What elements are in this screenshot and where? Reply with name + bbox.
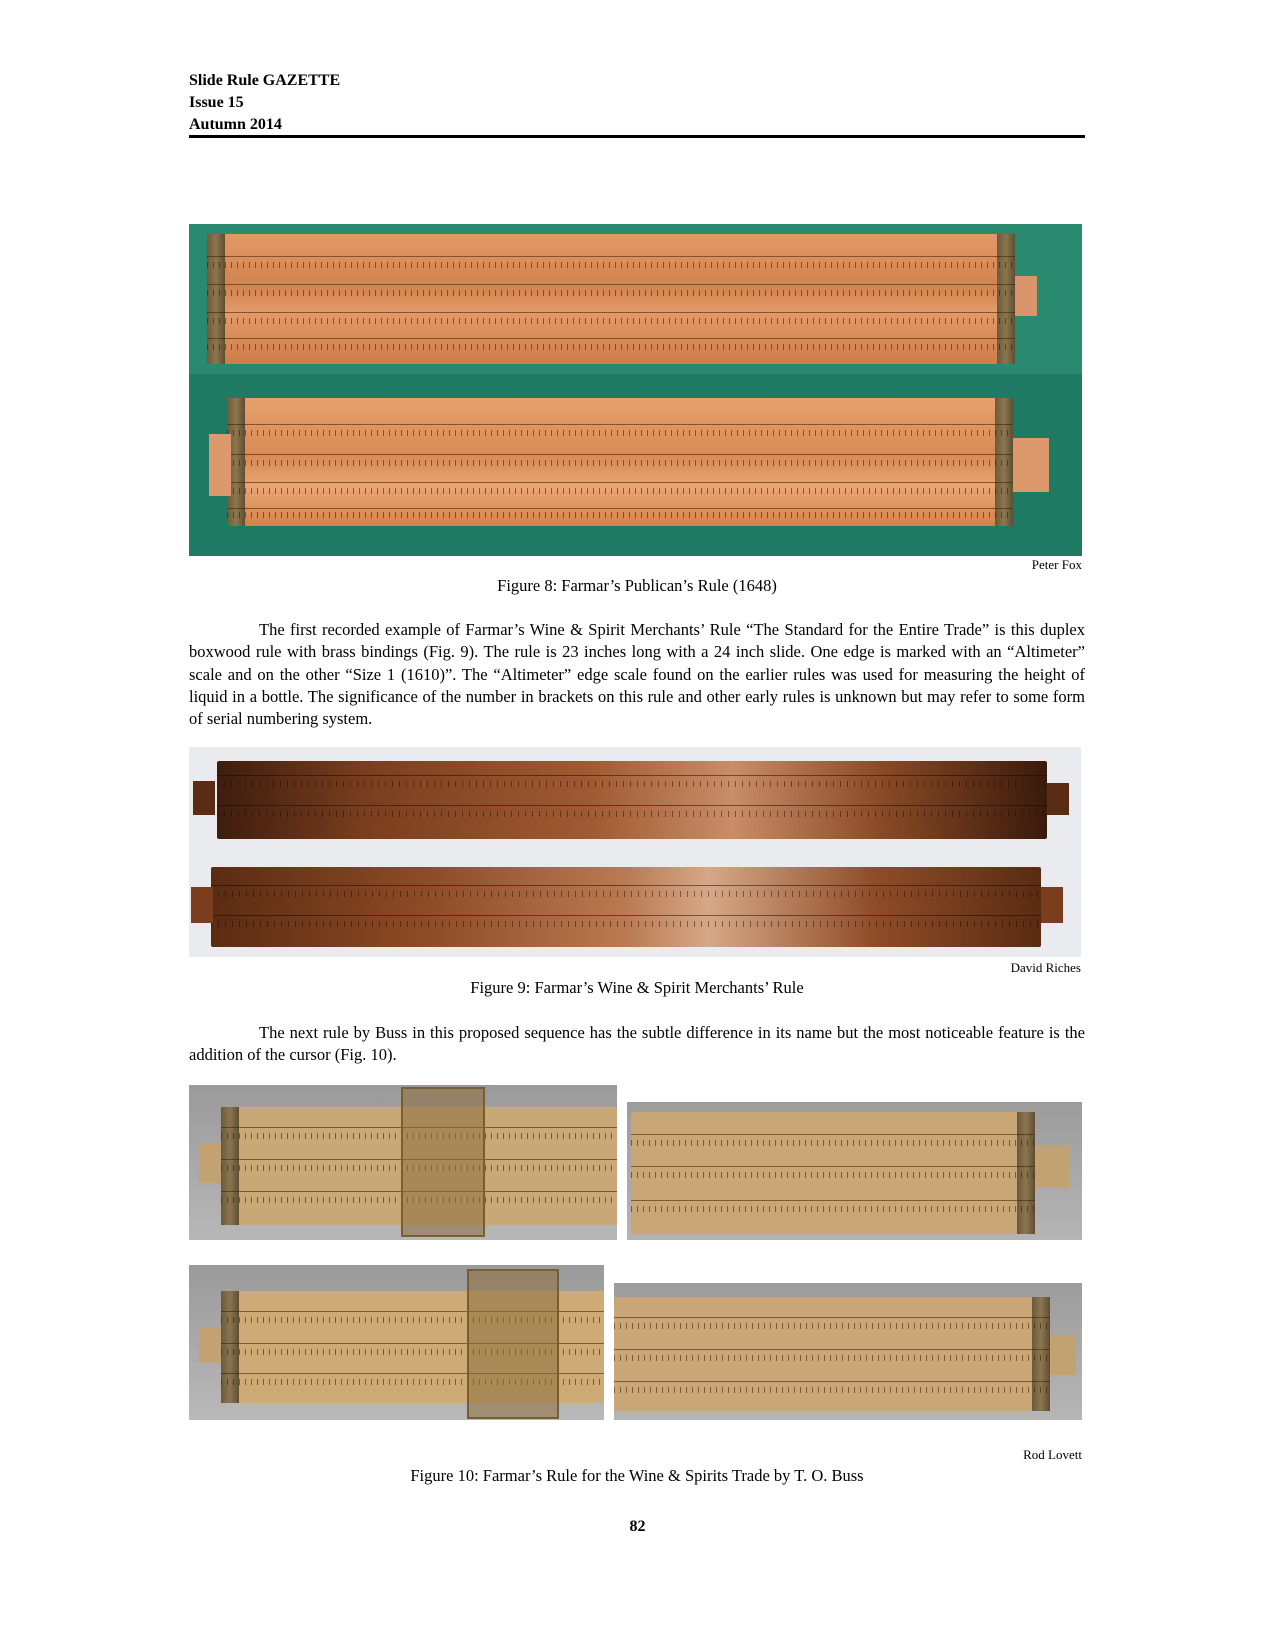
cursor-slider <box>401 1087 485 1237</box>
page-number: 82 <box>629 1518 646 1535</box>
figure-9-credit: David Riches <box>1010 960 1081 975</box>
gazette-header <box>189 70 340 136</box>
gazette-title: Slide Rule GAZETTE <box>189 72 341 89</box>
publicans-rule-top <box>207 234 1015 364</box>
body-paragraph-1: The first recorded example of Farmar’s Wine & Spirit Merchants’ Rule “The Standard for the Entire Trade” is this duplex boxwood rule with brass bindings (Fig. 9). The rule is 23 inches long with a 24 inch slide. One edge is marked with an “Altimeter” scale and on the other “Size 1 (1610)”. The “Altimeter” edge scale found on the earlier rules was used for measuring the height of liquid in a bottle. The significance of the number in brackets on this rule and other early rules is unknown but may refer to some form of serial numbering system. <box>189 620 1085 729</box>
publicans-rule-bottom <box>227 398 1013 526</box>
figure-10-photo-bottom-left <box>189 1265 604 1420</box>
header-divider <box>189 135 1085 138</box>
figure-10-credit: Rod Lovett <box>1023 1447 1082 1462</box>
wine-spirit-rule-top <box>217 761 1047 839</box>
figure-9-caption: Figure 9: Farmar’s Wine & Spirit Merchants’ Rule <box>470 978 804 997</box>
figure-10-photo-top-left <box>189 1085 617 1240</box>
figure-10-photo-bottom-right <box>614 1283 1082 1420</box>
issue-season: Autumn 2014 <box>189 116 282 133</box>
wine-spirit-rule-bottom <box>211 867 1041 947</box>
figure-8-credit: Peter Fox <box>1031 557 1082 572</box>
figure-10-caption: Figure 10: Farmar’s Rule for the Wine & Spirits Trade by T. O. Buss <box>410 1466 864 1485</box>
figure-10-photo-top-right <box>627 1102 1082 1240</box>
body-paragraph-2: The next rule by Buss in this proposed sequence has the subtle difference in its name but the most noticeable feature is the addition of the cursor (Fig. 10). <box>189 1023 1085 1065</box>
issue-number: Issue 15 <box>189 94 244 111</box>
figure-8-photo <box>189 224 1082 556</box>
figure-8-caption: Figure 8: Farmar’s Publican’s Rule (1648) <box>497 576 777 595</box>
figure-9-photo <box>189 747 1081 957</box>
